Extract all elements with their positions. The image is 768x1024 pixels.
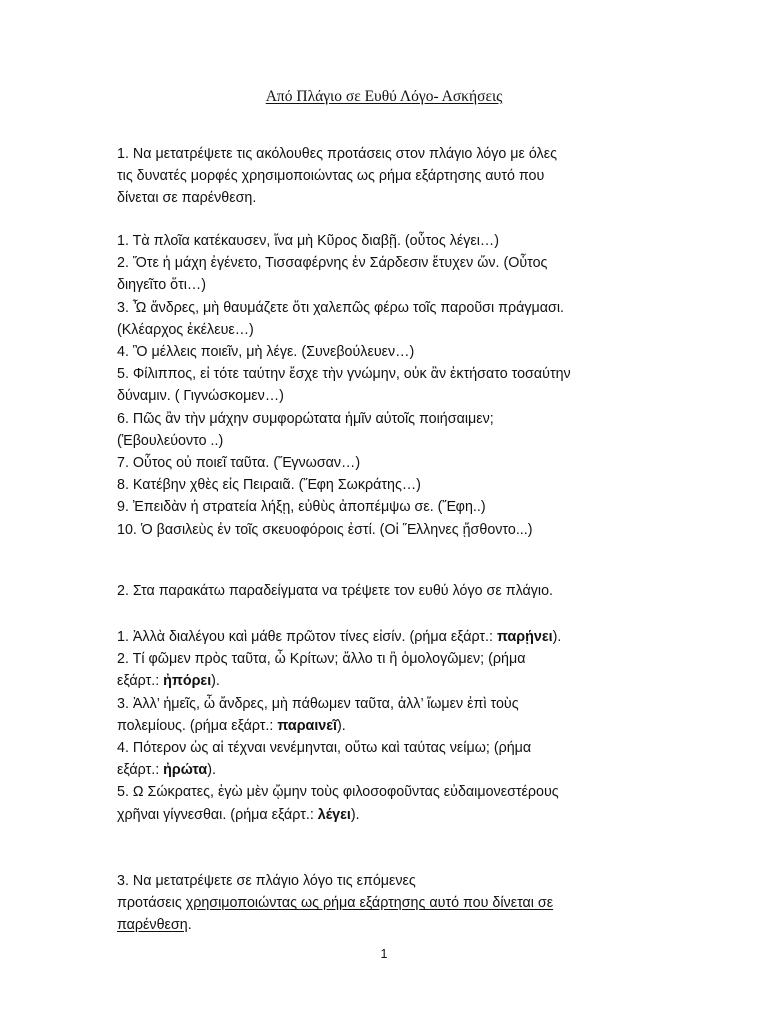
- exercise-line: (Ἐβουλεύοντο ..): [117, 432, 224, 449]
- exercise-line: 4. Πότερον ὡς αἱ τέχναι νενέμηνται, οὕτω καὶ ταύτας νείμω; (ρήμα: [117, 740, 532, 757]
- exercise-line: 3. Ἀλλ’ ἡμεῖς, ὦ ἄνδρες, μὴ πάθωμεν ταῦτα, ἀλλ’ ἴωμεν ἐπὶ τοὺς: [117, 695, 519, 712]
- instruction-line: 2. Στα παρακάτω παραδείγματα να τρέψετε τον ευθύ λόγο σε πλάγιο.: [117, 583, 554, 599]
- exercise-line: 7. Οὗτος οὐ ποιεῖ ταῦτα. (Ἔγνωσαν…): [117, 455, 361, 472]
- exercise-line: εξάρτ.: ἠπόρει).: [117, 673, 220, 690]
- exercise-line: δύναμιν. ( Γιγνώσκομεν…): [117, 388, 284, 405]
- section2-exercises: [117, 626, 657, 826]
- governing-verb: ἠρώτα: [163, 762, 208, 779]
- exercise-line: 5. Ω Σώκρατες, ἐγὼ μὲν ᾤμην τοὺς φιλοσοφοῦντας εὐδαιμονεστέρους: [117, 784, 559, 801]
- instruction-line: παρένθεση.: [117, 917, 192, 934]
- governing-verb: λέγει: [317, 806, 351, 823]
- section1-instructions: [117, 143, 657, 210]
- page-number: 1: [380, 947, 388, 961]
- section1-exercises: [117, 230, 657, 541]
- exercise-line: 6. Πῶς ἂν τὴν μάχην συμφορώτατα ἡμῖν αὐτοῖς ποιήσαιμεν;: [117, 410, 494, 427]
- exercise-line: πολεμίους. (ρήμα εξάρτ.: παραινεῖ).: [117, 717, 346, 734]
- exercise-line: 8. Κατέβην χθὲς εἰς Πειραιᾶ. (Ἔφη Σωκράτης…): [117, 477, 421, 494]
- exercise-line: εξάρτ.: ἠρώτα).: [117, 762, 216, 779]
- exercise-line: 4. Ὃ μέλλεις ποιεῖν, μὴ λέγε. (Συνεβούλευεν…): [117, 344, 415, 361]
- underlined-text: παρένθεση: [117, 917, 188, 934]
- exercise-line: 9. Ἐπειδὰν ἡ στρατεία λήξῃ, εὐθὺς ἀποπέμψω σε. (Ἔφη..): [117, 499, 486, 516]
- exercise-line: 2. Τί φῶμεν πρὸς ταῦτα, ὦ Κρίτων; ἄλλο τι ἢ ὁμολογῶμεν; (ρήμα: [117, 651, 526, 668]
- instruction-line: προτάσεις χρησιμοποιώντας ως ρήμα εξάρτησης αυτό που δίνεται σε: [117, 895, 554, 912]
- exercise-line: 3. Ὦ ἄνδρες, μὴ θαυμάζετε ὅτι χαλεπῶς φέρω τοῖς παροῦσι πράγμασι.: [117, 299, 565, 316]
- governing-verb: παρῄνει: [496, 629, 553, 645]
- exercise-line: 1. Τὰ πλοῖα κατέκαυσεν, ἵνα μὴ Κῦρος διαβῇ. (οὗτος λέγει…): [117, 233, 499, 249]
- exercise-line: 1. Ἀλλὰ διαλέγου καὶ μάθε πρῶτον τίνες εἰσίν. (ρήμα εξάρτ.: παρῄνει).: [117, 629, 562, 645]
- section3-instructions: [117, 870, 657, 937]
- exercise-line: (Κλέαρχος ἐκέλευε…): [117, 321, 254, 338]
- governing-verb: ἠπόρει: [163, 673, 212, 690]
- instruction-line: δίνεται σε παρένθεση.: [117, 190, 257, 207]
- section2-instructions: [117, 580, 657, 602]
- exercise-line: 2. Ὅτε ἡ μάχη ἐγένετο, Τισσαφέρνης ἐν Σάρδεσιν ἔτυχεν ὤν. (Οὗτος: [117, 255, 548, 272]
- exercise-line: χρῆναι γίγνεσθαι. (ρήμα εξάρτ.: λέγει).: [117, 806, 360, 823]
- exercise-line: διηγεῖτο ὅτι…): [117, 277, 206, 294]
- instruction-line: τις δυνατές μορφές χρησιμοποιώντας ως ρήμα εξάρτησης αυτό που: [117, 168, 545, 185]
- exercise-line: 5. Φίλιππος, εἰ τότε ταύτην ἔσχε τὴν γνώμην, οὐκ ἂν ἐκτήσατο τοσαύτην: [117, 366, 571, 383]
- underlined-text: χρησιμοποιώντας ως ρήμα εξάρτησης αυτό που δίνεται σε: [185, 895, 554, 912]
- exercise-line: 10. Ὁ βασιλεὺς ἐν τοῖς σκευοφόροις ἐστί. (Οἱ Ἕλληνες ᾔσθοντο...): [117, 521, 533, 538]
- document-title: Από Πλάγιο σε Ευθύ Λόγο- Ασκήσεις: [265, 88, 503, 105]
- governing-verb: παραινεῖ: [277, 717, 338, 734]
- instruction-line: 1. Να μετατρέψετε τις ακόλουθες προτάσεις στον πλάγιο λόγο με όλες: [117, 146, 557, 162]
- instruction-line: 3. Να μετατρέψετε σε πλάγιο λόγο τις επόμενες: [117, 873, 416, 889]
